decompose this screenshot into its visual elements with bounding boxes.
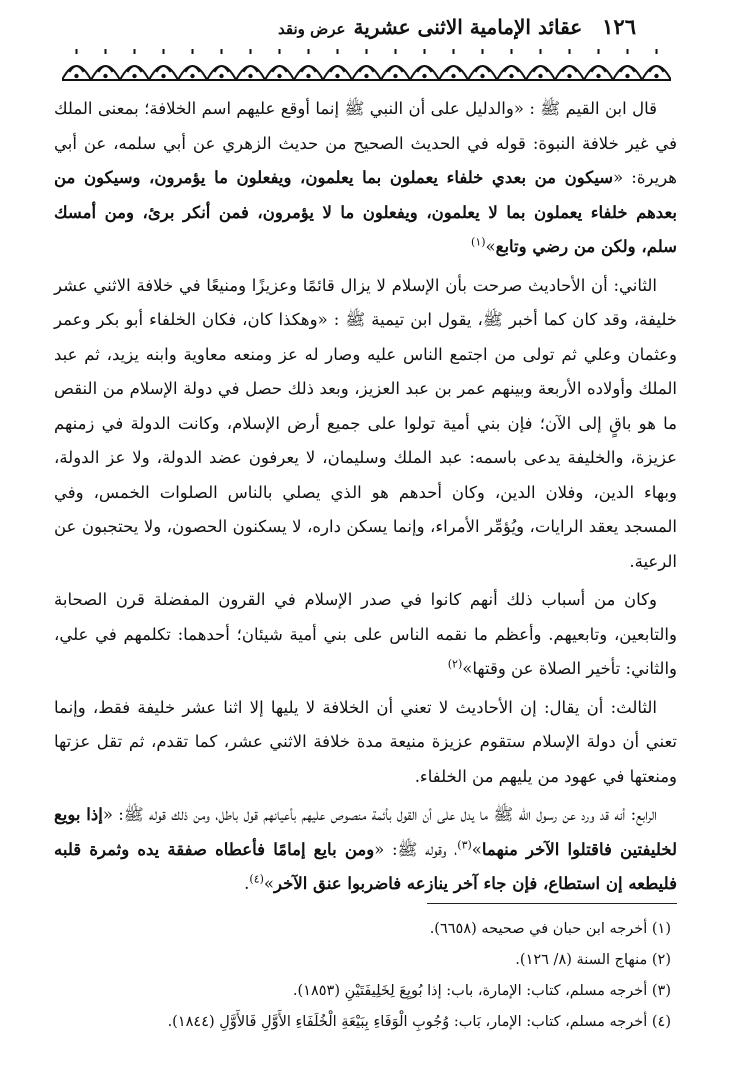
footnotes	[54, 914, 677, 1038]
footnote-2: (٢) منهاج السنة (٨/ ١٢٦).	[515, 952, 671, 968]
footnote-ref: (٣)	[457, 838, 472, 851]
hadith-quote: ومن بايع إمامًا فأعطاه صفقة يده وثمرة قلبه فليطعه إن استطاع، فإن جاء آخر ينازعه فاضربوا عنق الآخر	[54, 839, 677, 893]
paragraph-third: الثالث: أن يقال: إن الأحاديث لا تعني أن الخلافة لا يليها إلا اثنا عشر خليفة فقط، وإنما تعني أن دولة الإسلام ستقوم عزيزة منيعة مدة خلافة الاثني عشر، كما تقدم، ثم تقل عزتها ومنعتها في عهود من يليهم من الخلفاء.	[54, 697, 677, 786]
footnote-1: (١) أخرجه ابن حبان في صحيحه (٦٦٥٨).	[429, 921, 671, 937]
footnote-ref: (١)	[471, 235, 486, 249]
footnote-ref: (٤)	[249, 872, 264, 886]
decorative-border-ornament	[62, 46, 671, 82]
running-header	[95, 14, 636, 44]
hadith-quote: سيكون من بعدي خلفاء يعملون بما يعلمون، ويفعلون ما يؤمرون، وسيكون من بعدهم خلفاء يعملون بما لا يعلمون، ويفعلون ما لا يؤمرون، فمن أنكر برئ، ومن أمسك سلم، ولكن من رضي وتابع	[54, 168, 677, 256]
footnote-4: (٤) أخرجه مسلم، كتاب: الإمار، بَاب: وُجُوبِ الْوَفَاءِ بِبَيْعَةِ الْخُلَفَاءِ الأَوَّلِ فَالأَوَّلِ (١٨٤٤).	[167, 1014, 671, 1030]
paragraph-ibn-qayyim: قال ابن القيم ﷺ : «والدليل على أن النبي ﷺ إنما أوقع عليهم اسم الخلافة؛ بمعنى الملك في غير خلافة النبوة: قوله في الحديث الصحيح من حديث الزهري عن أبي سلمه، عن أبي هريرة: «سيكون من بعدي خلفاء يعملون بما يعلمون، ويفعلون ما يؤمرون، وسيكون من بعدهم خلفاء يعملون بما لا يعلمون، ويفعلون ما لا يؤمرون، فمن أنكر برئ، ومن أمسك سلم، ولكن من رضي وتابع»$^{(١)}$	[54, 99, 678, 256]
book-title: عقائد الإمامية الاثنى عشرية	[353, 15, 583, 39]
paragraph-fourth: الرابع: أنه قد ورد عن رسول الله ﷺ ما يدل على أن القول بأئمة منصوص عليهم بأعيانهم قول باطل، ومن ذلك قوله ﷺ: «إذا بويع لخليفتين فاقتلوا الآخر منهما»$^{(٣)}$، وقوله ﷺ: «ومن بايع إمامًا فأعطاه صفقة يده وثمرة قلبه فليطعه إن استطاع، فإن جاء آخر ينازعه فاضربوا عنق الآخر»$^{(٤)}$.	[54, 805, 677, 893]
footnote-separator	[427, 903, 677, 904]
footnote-ref: (٢)	[447, 657, 463, 671]
book-subtitle: عرض ونقد	[278, 20, 346, 38]
main-text	[54, 92, 677, 906]
paragraph-second: الثاني: أن الأحاديث صرحت بأن الإسلام لا يزال قائمًا وعزيزًا ومنيعًا في خلافة الاثني عشر خليفة، وقد كان كما أخبر ﷺ، يقول ابن تيمية ﷺ : «وهكذا كان، فكان الخلفاء أبو بكر وعمر وعثمان وعلي ثم تولى من اجتمع الناس عليه وصار له عز ومنعه معاوية وابنه يزيد، ثم عبد الملك وأولاده الأربعة وبينهم عمر بن عبد العزيز، وبعد ذلك حصل في دولة الإسلام من النقص ما هو باقٍ إلى الآن؛ فإن بني أمية تولوا على جميع أرض الإسلام، وكانت الدولة في زمنهم عزيزة، والخليفة يدعى باسمه: عبد الملك وسليمان، لا يعرفون عضد الدولة، ولا عز الدولة، وبهاء الدين، وفلان الدين، وكان أحدهم هو الذي يصلي بالناس الصلوات الخمس، وفي المسجد يعقد الرايات، ويُؤمِّر الأمراء، وإنما يسكن داره، لا يسكنون الحصون، ولا يحتجبون عن الرعية.	[54, 275, 677, 571]
hadith-quote: إذا بويع لخليفتين فاقتلوا الآخر منهما	[54, 805, 677, 859]
footnote-3: (٣) أخرجه مسلم، كتاب: الإمارة، باب: إذا بُويِعَ لِخَلِيفَتَيْنِ (١٨٥٣).	[292, 983, 671, 999]
page-number: ١٢٦	[602, 14, 636, 39]
paragraph-reasons: وكان من أسباب ذلك أنهم كانوا في صدر الإسلام في القرون المفضلة قرن الصحابة والتابعين، وتابعيهم. وأعظم ما نقمه الناس على بني أمية شيئان؛ أحدهما: تكلمهم في علي، والثاني: تأخير الصلاة عن وقتها»$^{(٢)}$	[54, 590, 677, 678]
